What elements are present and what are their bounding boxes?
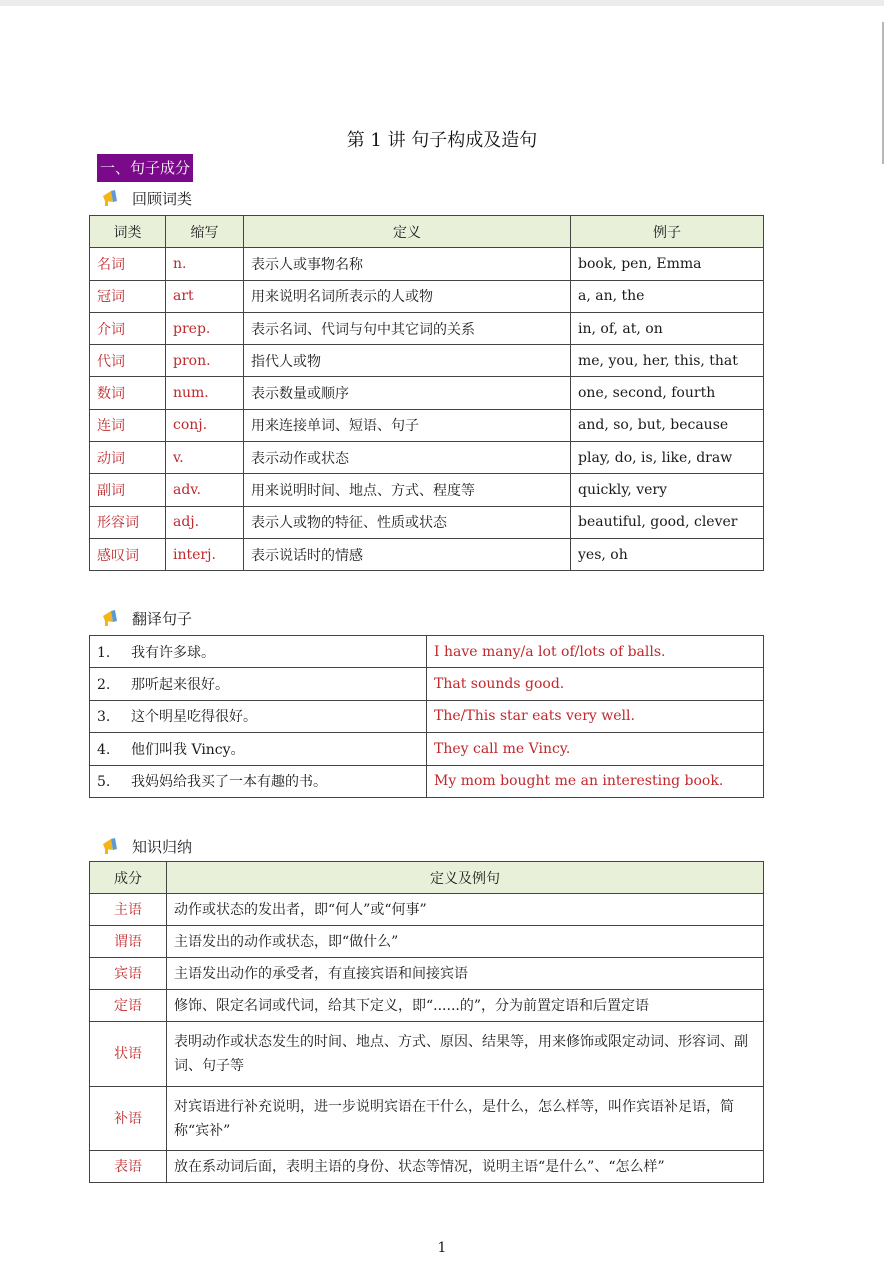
component-definition: 对宾语进行补充说明，进一步说明宾语在干什么，是什么，怎么样等，叫作宾语补足语，简称“宾补” [167,1087,764,1151]
word-classes-table [89,215,764,571]
word-class-name: 形容词 [90,506,166,538]
english-translation: That sounds good. [427,668,764,700]
word-class-example: a, an, the [571,280,764,312]
word-class-definition: 指代人或物 [244,345,571,377]
word-class-name: 名词 [90,248,166,280]
word-classes-heading [100,186,192,210]
table-row [90,538,764,570]
knowledge-heading-text: 知识归纳 [132,837,193,856]
page-number: 1 [437,1240,447,1256]
component-name: 表语 [90,1151,167,1183]
word-class-abbr: adj. [166,506,244,538]
word-class-name: 数词 [90,377,166,409]
column-header: 词类 [90,216,166,248]
word-class-name: 冠词 [90,280,166,312]
column-header: 缩写 [166,216,244,248]
component-name: 定语 [90,990,167,1022]
table-row [90,248,764,280]
sentence-number: 5. [97,774,111,791]
word-class-definition: 用来连接单词、短语、句子 [244,409,571,441]
word-class-name: 代词 [90,345,166,377]
translation-table [89,635,764,798]
table-row [90,280,764,312]
table-row [90,1151,764,1183]
column-header: 定义及例句 [167,862,764,894]
word-class-example: beautiful, good, clever [571,506,764,538]
translation-heading-text: 翻译句子 [132,609,193,628]
megaphone-icon [100,188,120,208]
component-name: 主语 [90,894,167,926]
word-class-abbr: art [166,280,244,312]
word-class-definition: 表示动作或状态 [244,442,571,474]
component-definition: 表明动作或状态发生的时间、地点、方式、原因、结果等，用来修饰或限定动词、形容词、副词、句子等 [167,1022,764,1087]
knowledge-table [89,861,764,1183]
chinese-sentence-text: 他们叫我 Vincy。 [131,741,245,758]
chinese-sentence [90,765,427,797]
sentence-number: 3. [97,709,111,726]
table-row [90,377,764,409]
table-row [90,733,764,765]
sentence-number: 1. [97,644,111,661]
word-class-definition: 表示名词、代词与句中其它词的关系 [244,312,571,344]
table-row [90,345,764,377]
table-row [90,958,764,990]
megaphone-icon [100,836,120,856]
english-translation: My mom bought me an interesting book. [427,765,764,797]
word-class-abbr: prep. [166,312,244,344]
table-row [90,474,764,506]
word-class-example: yes, oh [571,538,764,570]
word-classes-heading-text: 回顾词类 [132,189,193,208]
table-row [90,1087,764,1151]
word-class-example: book, pen, Emma [571,248,764,280]
knowledge-heading [100,834,192,858]
word-class-example: one, second, fourth [571,377,764,409]
table-row [90,894,764,926]
word-class-abbr: interj. [166,538,244,570]
megaphone-icon [100,608,120,628]
table-row [90,312,764,344]
chinese-sentence-text: 我有许多球。 [131,644,215,661]
word-class-name: 连词 [90,409,166,441]
column-header: 成分 [90,862,167,894]
english-translation: They call me Vincy. [427,733,764,765]
chinese-sentence [90,700,427,732]
word-class-definition: 表示人或物的特征、性质或状态 [244,506,571,538]
sentence-number: 2. [97,677,111,694]
word-class-abbr: v. [166,442,244,474]
table-row [90,1022,764,1087]
word-class-abbr: pron. [166,345,244,377]
component-definition: 主语发出的动作或状态，即“做什么” [167,926,764,958]
word-class-definition: 用来说明时间、地点、方式、程度等 [244,474,571,506]
sentence-number: 4. [97,741,111,758]
component-definition: 放在系动词后面，表明主语的身份、状态等情况，说明主语“是什么”、“怎么样” [167,1151,764,1183]
word-class-definition: 表示数量或顺序 [244,377,571,409]
table-row [90,636,764,668]
word-class-example: quickly, very [571,474,764,506]
chinese-sentence [90,636,427,668]
word-class-example: and, so, but, because [571,409,764,441]
chinese-sentence-text: 那听起来很好。 [131,677,229,694]
table-row [90,442,764,474]
word-class-definition: 表示说话时的情感 [244,538,571,570]
component-name: 谓语 [90,926,167,958]
word-class-abbr: n. [166,248,244,280]
table-header-row [90,862,764,894]
word-class-name: 动词 [90,442,166,474]
component-definition: 修饰、限定名词或代词，给其下定义，即“......的”，分为前置定语和后置定语 [167,990,764,1022]
chinese-sentence [90,733,427,765]
chinese-sentence [90,668,427,700]
section-heading: 一、句子成分 [97,154,193,182]
word-class-abbr: conj. [166,409,244,441]
word-class-example: in, of, at, on [571,312,764,344]
translation-heading [100,606,192,630]
word-class-abbr: adv. [166,474,244,506]
word-class-example: me, you, her, this, that [571,345,764,377]
column-header: 例子 [571,216,764,248]
english-translation: I have many/a lot of/lots of balls. [427,636,764,668]
word-class-definition: 表示人或事物名称 [244,248,571,280]
word-class-abbr: num. [166,377,244,409]
table-row [90,409,764,441]
top-strip [0,0,884,6]
chinese-sentence-text: 这个明星吃得很好。 [131,709,257,726]
page-title: 第 1 讲 句子构成及造句 [346,130,538,151]
component-name: 状语 [90,1022,167,1087]
table-row [90,506,764,538]
word-class-name: 副词 [90,474,166,506]
component-name: 补语 [90,1087,167,1151]
column-header: 定义 [244,216,571,248]
component-name: 宾语 [90,958,167,990]
chinese-sentence-text: 我妈妈给我买了一本有趣的书。 [131,774,327,791]
word-class-example: play, do, is, like, draw [571,442,764,474]
table-row [90,700,764,732]
word-class-name: 感叹词 [90,538,166,570]
table-row [90,668,764,700]
table-row [90,926,764,958]
table-row [90,990,764,1022]
component-definition: 动作或状态的发出者，即“何人”或“何事” [167,894,764,926]
component-definition: 主语发出动作的承受者，有直接宾语和间接宾语 [167,958,764,990]
table-header-row [90,216,764,248]
word-class-definition: 用来说明名词所表示的人或物 [244,280,571,312]
english-translation: The/This star eats very well. [427,700,764,732]
table-row [90,765,764,797]
word-class-name: 介词 [90,312,166,344]
